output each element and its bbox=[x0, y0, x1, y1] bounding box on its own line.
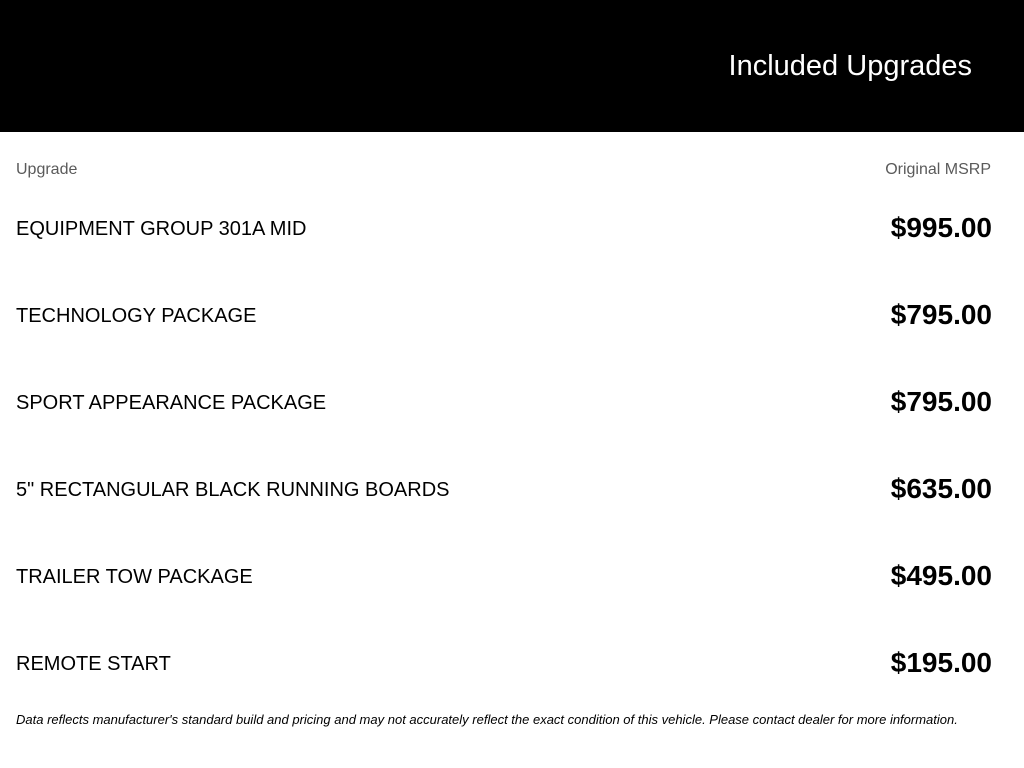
msrp-column-header: Original MSRP bbox=[885, 161, 991, 178]
header-bar bbox=[0, 0, 1024, 132]
upgrade-price: $795.00 bbox=[890, 299, 992, 330]
upgrade-price: $635.00 bbox=[890, 473, 992, 504]
disclaimer-text: Data reflects manufacturer's standard build and pricing and may not accurately reflect the exact condition of this vehicle. Please contact dealer for more information. bbox=[16, 712, 958, 727]
upgrade-name: EQUIPMENT GROUP 301A MID bbox=[16, 218, 307, 240]
upgrade-column-header: Upgrade bbox=[16, 161, 78, 178]
upgrade-price: $495.00 bbox=[890, 560, 992, 591]
upgrade-name: 5" RECTANGULAR BLACK RUNNING BOARDS bbox=[16, 479, 450, 501]
upgrade-row bbox=[0, 633, 1024, 720]
upgrade-price: $795.00 bbox=[890, 386, 992, 417]
upgrade-row bbox=[0, 546, 1024, 633]
upgrade-row bbox=[0, 198, 1024, 285]
upgrade-name: SPORT APPEARANCE PACKAGE bbox=[16, 392, 327, 414]
upgrades-list bbox=[0, 198, 1024, 720]
upgrade-row bbox=[0, 372, 1024, 459]
upgrade-price: $195.00 bbox=[890, 647, 992, 678]
upgrade-name: REMOTE START bbox=[16, 653, 171, 675]
upgrade-price: $995.00 bbox=[890, 212, 992, 243]
upgrade-name: TECHNOLOGY PACKAGE bbox=[16, 305, 257, 327]
page-title: Included Upgrades bbox=[728, 50, 972, 82]
upgrade-name: TRAILER TOW PACKAGE bbox=[16, 566, 253, 588]
upgrade-row bbox=[0, 459, 1024, 546]
upgrade-row bbox=[0, 285, 1024, 372]
